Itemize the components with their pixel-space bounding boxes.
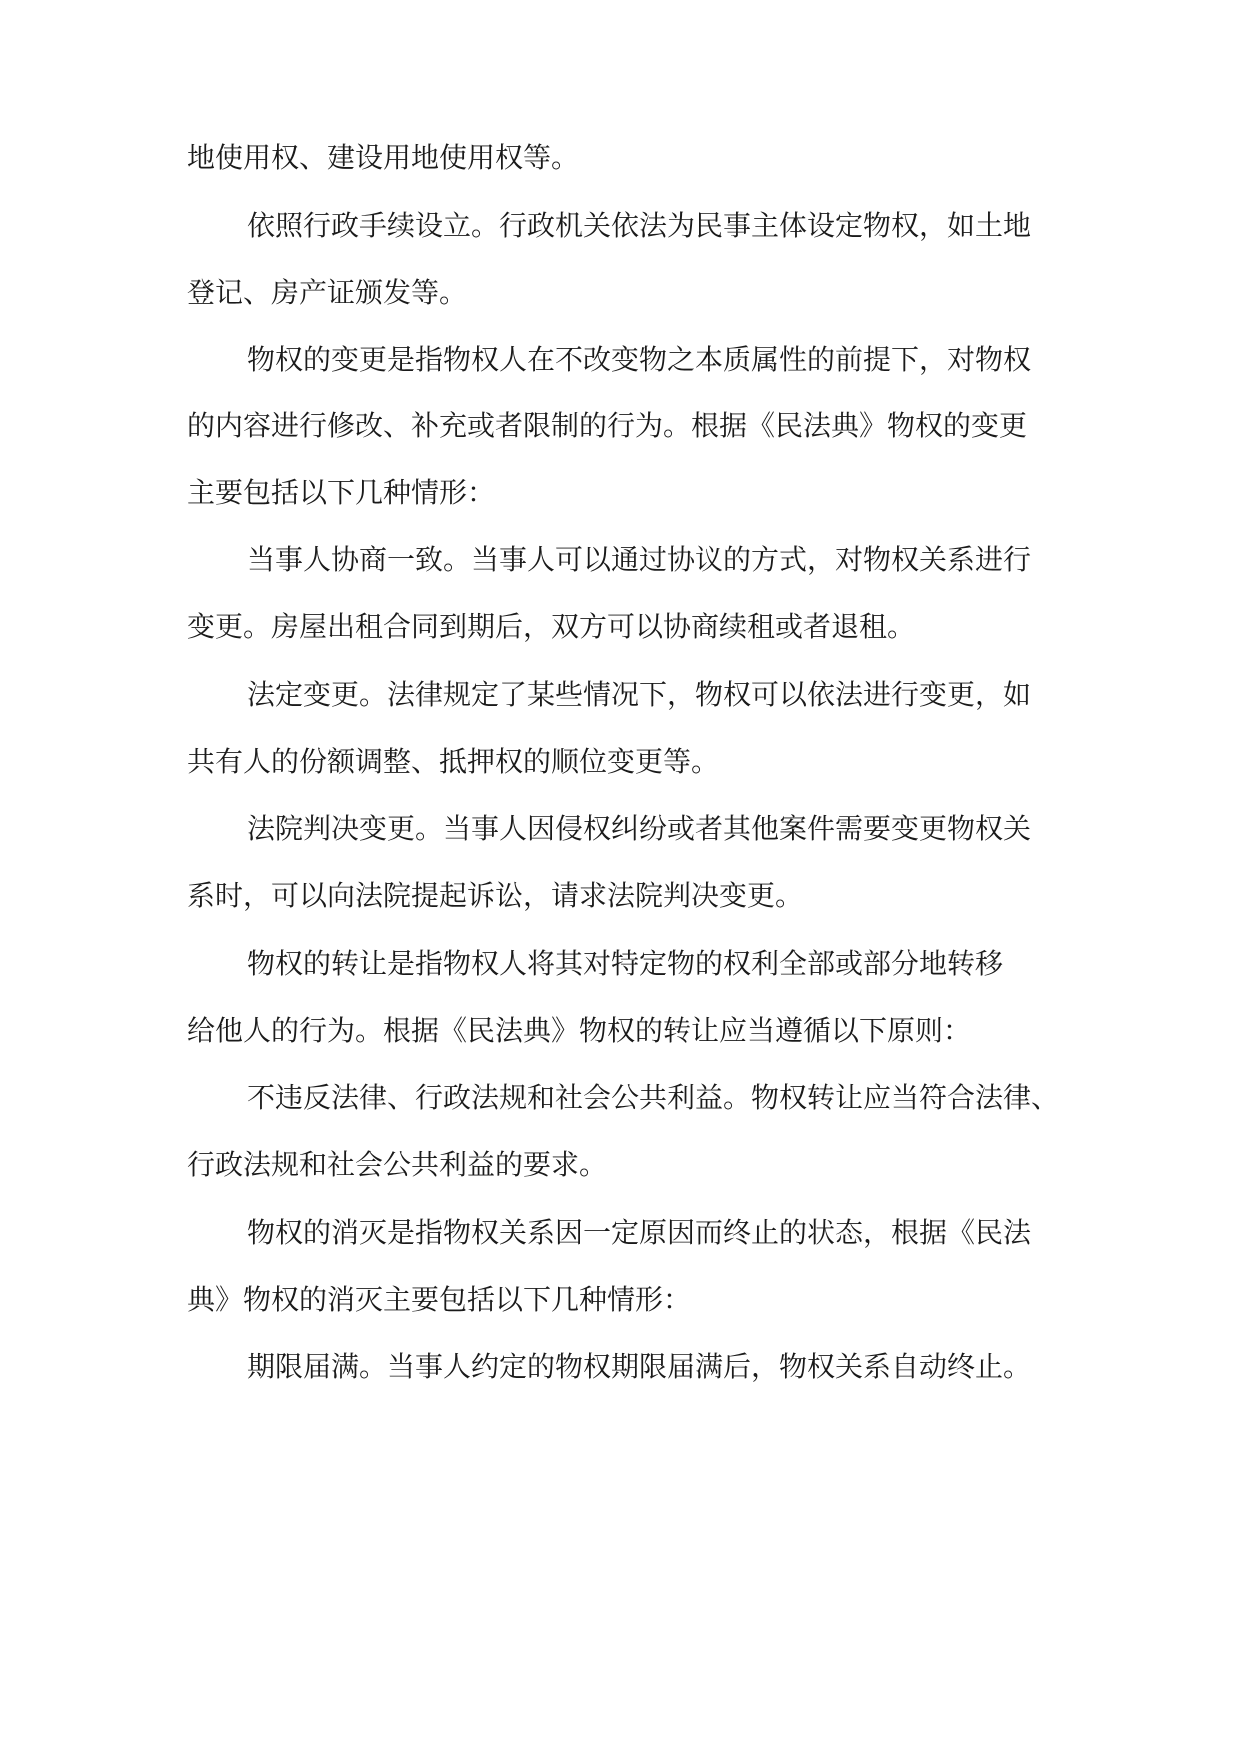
text-line: 变更。房屋出租合同到期后，双方可以协商续租或者退租。	[187, 610, 916, 643]
paragraph-first-line: 物权的变更是指物权人在不改变物之本质属性的前提下，对物权	[247, 343, 1032, 376]
text-line: 典》物权的消灭主要包括以下几种情形：	[187, 1283, 692, 1316]
paragraph-first-line: 当事人协商一致。当事人可以通过协议的方式，对物权关系进行	[247, 543, 1032, 576]
text-line: 共有人的份额调整、抵押权的顺位变更等。	[187, 745, 720, 778]
text-line: 登记、房产证颁发等。	[187, 276, 468, 309]
text-line: 行政法规和社会公共利益的要求。	[187, 1148, 608, 1181]
paragraph-first-line: 法院判决变更。当事人因侵权纠纷或者其他案件需要变更物权关	[247, 812, 1032, 845]
text-line: 系时，可以向法院提起诉讼，请求法院判决变更。	[187, 879, 804, 912]
paragraph-first-line: 依照行政手续设立。行政机关依法为民事主体设定物权，如土地	[247, 209, 1032, 242]
text-line: 主要包括以下几种情形：	[187, 476, 496, 509]
text-line: 地使用权、建设用地使用权等。	[187, 141, 580, 174]
paragraph-first-line: 不违反法律、行政法规和社会公共利益。物权转让应当符合法律、	[247, 1081, 1060, 1114]
text-line: 的内容进行修改、补充或者限制的行为。根据《民法典》物权的变更	[187, 409, 1028, 442]
paragraph-first-line: 期限届满。当事人约定的物权期限届满后，物权关系自动终止。	[247, 1350, 1032, 1383]
paragraph-first-line: 物权的消灭是指物权关系因一定原因而终止的状态，根据《民法	[247, 1216, 1032, 1249]
paragraph-first-line: 法定变更。法律规定了某些情况下，物权可以依法进行变更，如	[247, 678, 1032, 711]
paragraph-first-line: 物权的转让是指物权人将其对特定物的权利全部或部分地转移	[247, 947, 1004, 980]
text-line: 给他人的行为。根据《民法典》物权的转让应当遵循以下原则：	[187, 1014, 972, 1047]
